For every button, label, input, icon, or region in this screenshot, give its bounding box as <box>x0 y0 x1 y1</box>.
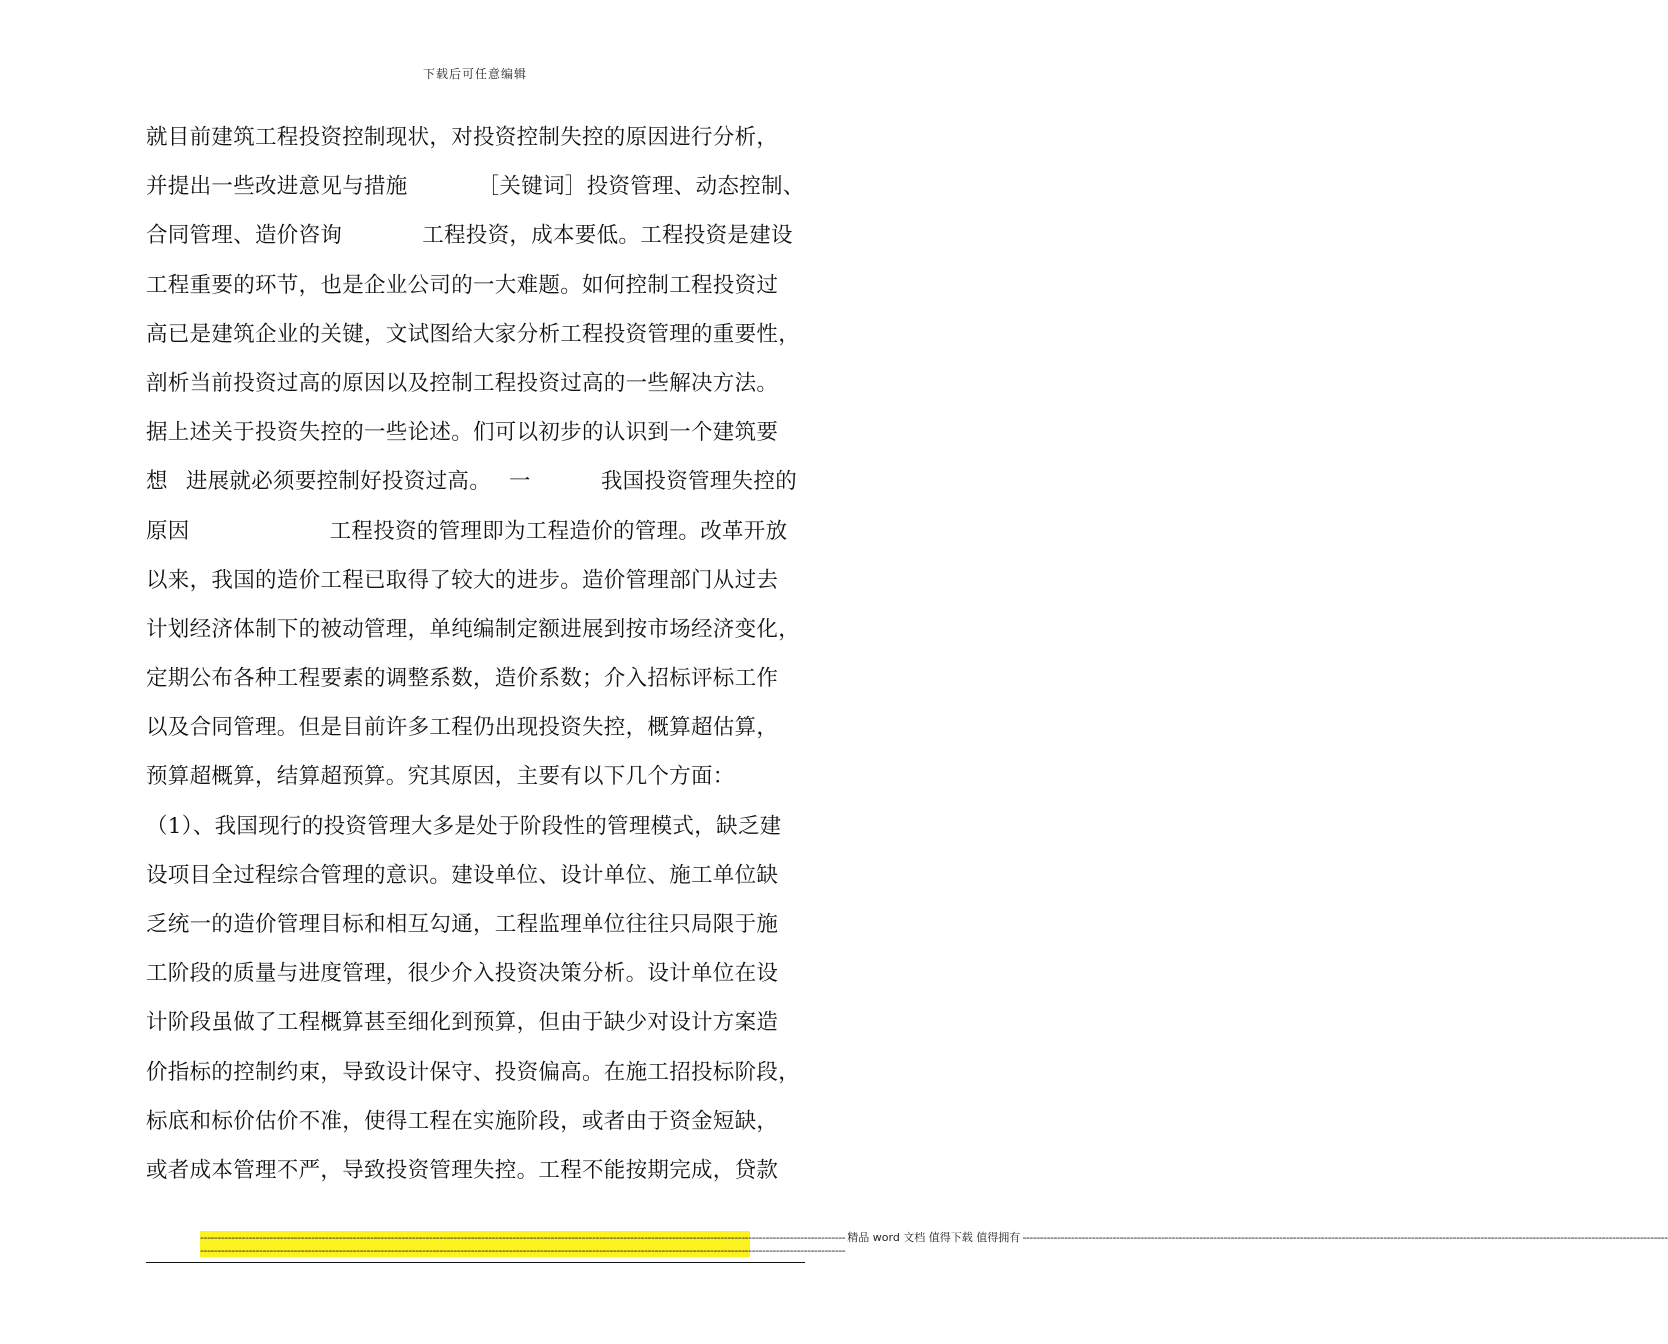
body-line-2: 并提出一些改进意见与措施 ［关键词］投资管理、动态控制、 <box>146 174 805 200</box>
page-header-note: 下载后可任意编辑 <box>422 67 527 81</box>
body-line-20: 价指标的控制约束，导致设计保守、投资偏高。在施工招投标阶段， <box>146 1059 801 1085</box>
footer-rule <box>146 1262 805 1263</box>
body-line-14: 预算超概算，结算超预算。究其原因，主要有以下几个方面： <box>146 764 735 790</box>
footer-banner-text: 精品 word 文档 值得下载 值得拥有 <box>847 1231 1021 1244</box>
document-body <box>146 118 826 1200</box>
body-line-4: 工程重要的环节，也是企业公司的一大难题。如何控制工程投资过 <box>146 272 779 298</box>
body-line-21: 标底和标价估价不准，使得工程在实施阶段，或者由于资金短缺， <box>146 1108 779 1134</box>
body-line-13: 以及合同管理。但是目前许多工程仍出现投资失控，概算超估算， <box>146 715 779 741</box>
body-line-7: 据上述关于投资失控的一些论述。们可以初步的认识到一个建筑要 <box>146 420 779 446</box>
body-line-15: （1）、我国现行的投资管理大多是处于阶段性的管理模式，缺乏建 <box>146 813 782 839</box>
body-line-22: 或者成本管理不严，导致投资管理失控。工程不能按期完成，贷款 <box>146 1157 779 1183</box>
body-line-6: 剖析当前投资过高的原因以及控制工程投资过高的一些解决方法。 <box>146 370 779 396</box>
body-line-16: 设项目全过程综合管理的意识。建设单位、设计单位、施工单位缺 <box>146 862 779 888</box>
footer-banner-row-1 <box>200 1231 1668 1244</box>
body-line-19: 计阶段虽做了工程概算甚至细化到预算，但由于缺少对设计方案造 <box>146 1010 779 1036</box>
body-line-18: 工阶段的质量与进度管理，很少介入投资决策分析。设计单位在设 <box>146 961 779 987</box>
body-line-9: 原因 工程投资的管理即为工程造价的管理。改革开放 <box>146 518 788 544</box>
footer-dash-left: ------------------------------------------------------------------------------------------------------------------------------------------------------------------------------------------ <box>200 1231 846 1244</box>
body-line-10: 以来，我国的造价工程已取得了较大的进步。造价管理部门从过去 <box>146 567 779 593</box>
body-line-11: 计划经济体制下的被动管理，单纯编制定额进展到按市场经济变化， <box>146 616 801 642</box>
body-line-17: 乏统一的造价管理目标和相互勾通，工程监理单位往往只局限于施 <box>146 912 779 937</box>
body-line-8: 想 进展就必须要控制好投资过高。 一 我国投资管理失控的 <box>146 469 798 495</box>
body-line-1: 就目前建筑工程投资控制现状，对投资控制失控的原因进行分析， <box>146 125 779 150</box>
footer-dash-right: ------------------------------------------------------------------------------------------------------------------------------------------------------------------------------------------ <box>1022 1231 1668 1244</box>
footer-banner <box>200 1231 1668 1257</box>
body-line-3: 合同管理、造价咨询 工程投资，成本要低。工程投资是建设 <box>146 223 793 249</box>
footer-dash-full: ------------------------------------------------------------------------------------------------------------------------------------------------------------------------------------------ <box>200 1244 846 1257</box>
body-line-12: 定期公布各种工程要素的调整系数，造价系数；介入招标评标工作 <box>146 666 779 692</box>
footer-banner-row-2 <box>200 1244 846 1257</box>
body-line-5: 高已是建筑企业的关键，文试图给大家分析工程投资管理的重要性， <box>146 321 801 347</box>
